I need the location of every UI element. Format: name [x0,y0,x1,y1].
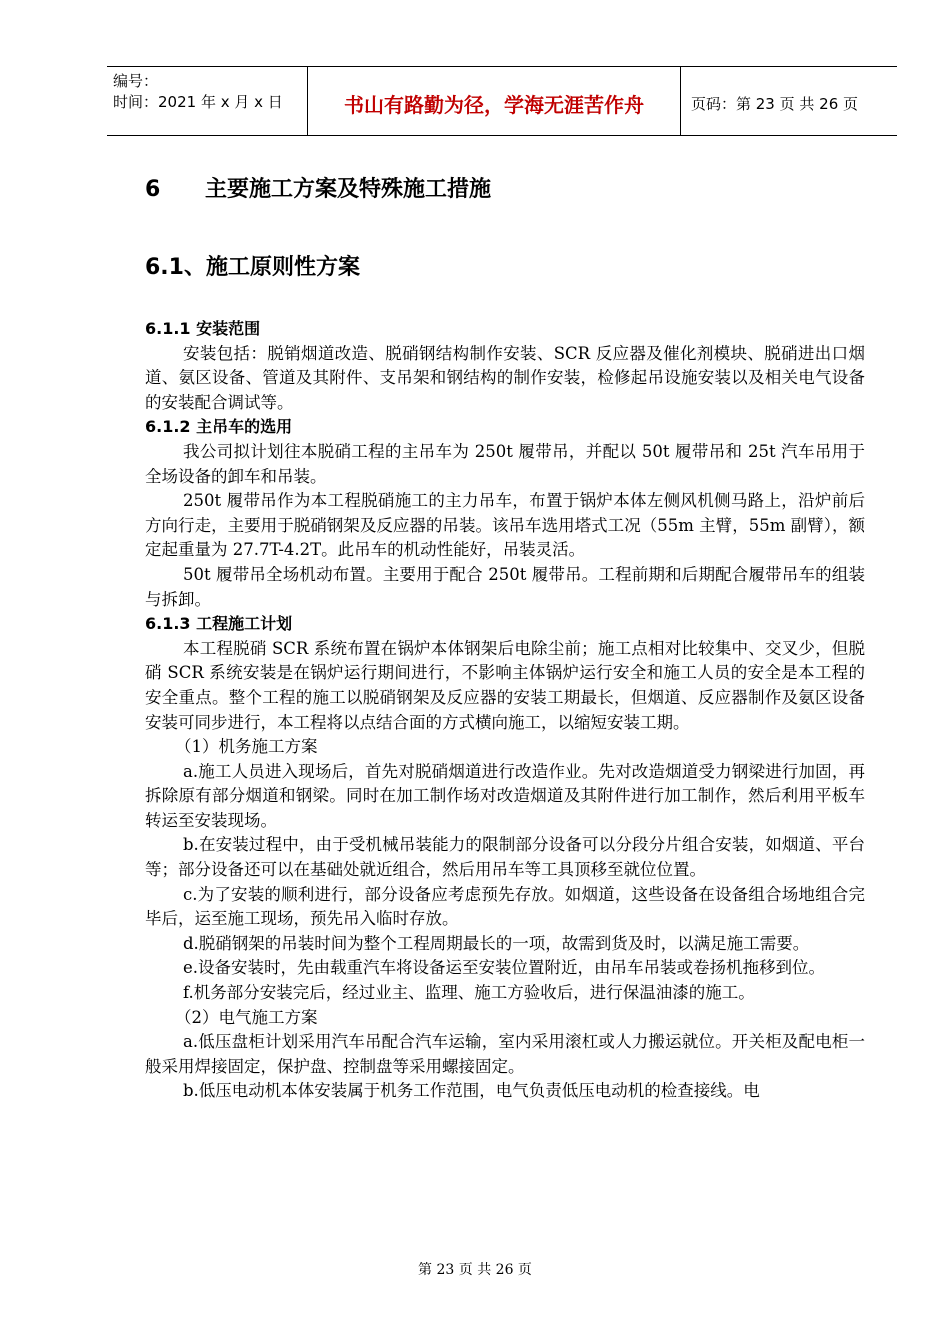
subsection-heading: 6.1.2 主吊车的选用 [145,417,293,437]
list-item: a.施工人员进入现场后，首先对脱硝烟道进行改造作业。先对改造烟道受力钢梁进行加固，再拆除原有部分烟道和钢梁。同时在加工制作场对改造烟道及其附件进行加工制作，然后利用平板车转运至安装现场。 [145,761,865,830]
paragraph: 本工程脱硝 SCR 系统布置在锅炉本体钢架后电除尘前；施工点相对比较集中、交叉少，但脱硝 SCR 系统安装是在锅炉运行期间进行，不影响主体锅炉运行安全和施工人员的安全是本工程的安全重点。整个工程的施工以脱硝钢架及反应器的安装工期最长，但烟道、反应器制作及氨区设备安装可同步进行，本工程将以点结合面的方式横向施工，以缩短安装工期。 [145,638,865,732]
chapter-title [145,172,491,203]
paragraph: 我公司拟计划往本脱硝工程的主吊车为 250t 履带吊，并配以 50t 履带吊和 25t 汽车吊用于全场设备的卸车和吊装。 [145,441,865,486]
subsection-heading: 6.1.1 安装范围 [145,319,261,338]
list-item: a.低压盘柜计划采用汽车吊配合汽车运输，室内采用滚杠或人力搬运就位。开关柜及配电柜一般采用焊接固定，保护盘、控制盘等采用螺接固定。 [145,1032,865,1076]
subsection-heading: 6.1.3 工程施工计划 [145,614,293,634]
list-heading: （1）机务施工方案 [175,737,318,757]
paragraph: 250t 履带吊作为本工程脱硝施工的主力吊车，布置于锅炉本体左侧风机侧马路上，沿炉前后方向行走，主要用于脱硝钢架及反应器的吊装。该吊车选用塔式工况（55m 主臂，55m 副臂），额定起重量为 27.7T-4.2T。此吊车的机动性能好，吊装灵活。 [145,491,865,560]
list-item: f.机务部分安装完后，经过业主、监理、施工方验收后，进行保温油漆的施工。 [183,983,755,1003]
paragraph: 50t 履带吊全场机动布置。主要用于配合 250t 履带吊。工程前期和后期配合履带吊车的组装与拆卸。 [145,564,865,609]
time-label: 时间：2021 年 x 月 x 日 [113,93,283,111]
page-footer: 第 23 页 共 26 页 [418,1262,532,1278]
list-heading: （2）电气施工方案 [175,1007,318,1027]
page-label: 页码：第 23 页 共 26 页 [691,94,859,113]
header-table [107,66,897,136]
motto: 书山有路勤为径，学海无涯苦作舟 [308,67,681,135]
list-item: b.在安装过程中，由于受机械吊装能力的限制部分设备可以分段分片组合安装，如烟道、平台等；部分设备还可以在基础处就近组合，然后用吊车等工具顶移至就位位置。 [145,835,865,880]
document-body [145,317,865,1104]
chapter-text: 主要施工方案及特殊施工措施 [205,177,492,202]
list-item: e.设备安装时，先由载重汽车将设备运至安装位置附近，由吊车吊装或卷扬机拖移到位。 [183,958,826,978]
list-item: c.为了安装的顺利进行，部分设备应考虑预先存放。如烟道，这些设备在设备组合场地组合完毕后，运至施工现场，预先吊入临时存放。 [145,884,865,929]
paragraph: 安装包括：脱销烟道改造、脱硝钢结构制作安装、SCR 反应器及催化剂模块、脱硝进出口烟道、氨区设备、管道及其附件、支吊架和钢结构的制作安装，检修起吊设施安装以及相关电气设备的安装配合调试等。 [145,343,865,412]
chapter-number: 6 [145,177,161,202]
list-item: b.低压电动机本体安装属于机务工作范围，电气负责低压电动机的检查接线。电 [183,1081,760,1101]
list-item: d.脱硝钢架的吊装时间为整个工程周期最长的一项，故需到货及时，以满足施工需要。 [183,933,810,953]
header-left-cell [107,67,308,135]
section-title: 6.1、施工原则性方案 [145,255,360,280]
code-label: 编号： [113,72,159,90]
